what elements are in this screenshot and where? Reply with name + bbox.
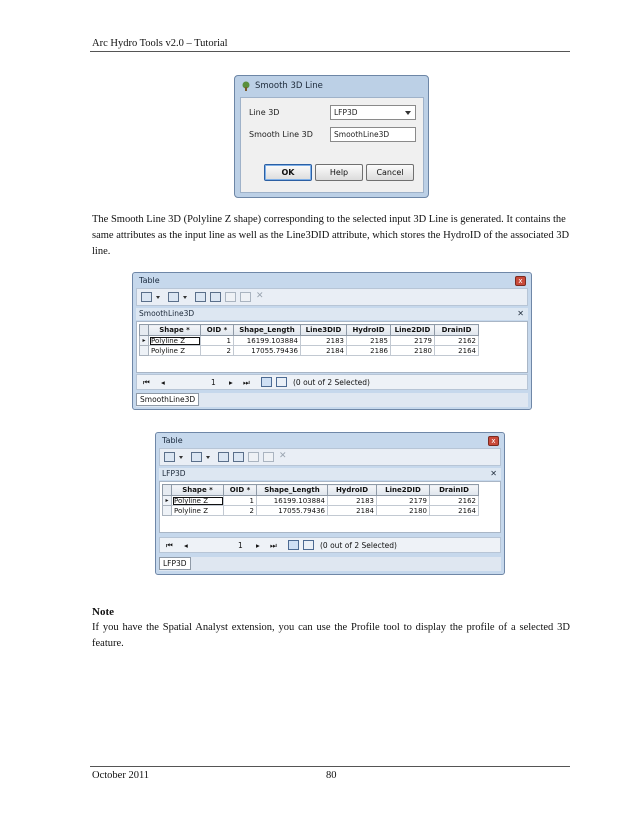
table-tab[interactable]: SmoothLine3D (136, 393, 199, 406)
next-record-icon[interactable]: ▸ (229, 378, 233, 387)
column-header[interactable]: Line3DID (301, 325, 347, 336)
chevron-down-icon[interactable] (183, 296, 187, 299)
related-tables-icon[interactable] (168, 292, 179, 302)
header-rule (90, 51, 570, 52)
page-header: Arc Hydro Tools v2.0 – Tutorial (92, 38, 228, 49)
line3d-label: Line 3D (249, 108, 280, 117)
row-selector[interactable] (140, 346, 149, 356)
body-paragraph: The Smooth Line 3D (Polyline Z shape) corresponding to the selected input 3D Line is generated. It contains the same attributes as the input line as well as the Line3DID attribute, which stores the HydroID of the associated 3D line. (92, 214, 570, 257)
table-row[interactable]: Polyline Z 2 17055.79436 2184 2186 2180 2164 (140, 346, 479, 356)
column-header[interactable]: Shape_Length (257, 485, 328, 496)
smooth-line3d-input[interactable]: SmoothLine3D (330, 127, 416, 142)
note-heading: Note (92, 606, 114, 618)
footer-rule (90, 766, 570, 767)
column-header[interactable]: OID * (201, 325, 234, 336)
table-window-lfp3d (155, 432, 505, 575)
show-selected-records-icon[interactable] (303, 540, 314, 550)
record-navigator (136, 374, 528, 390)
line3d-select[interactable] (330, 105, 416, 120)
column-header[interactable]: DrainID (430, 485, 479, 496)
column-header[interactable]: Shape * (149, 325, 201, 336)
column-header[interactable]: OID * (224, 485, 257, 496)
next-record-icon[interactable]: ▸ (256, 541, 260, 550)
select-by-attributes-icon[interactable] (195, 292, 206, 302)
table-header-row (163, 485, 479, 496)
related-tables-icon[interactable] (191, 452, 202, 462)
table-options-icon[interactable] (141, 292, 152, 302)
close-icon[interactable]: x (488, 436, 499, 446)
ok-button[interactable]: OK (264, 164, 312, 181)
table-row[interactable]: ▸ Polyline Z 1 16199.103884 2183 2185 2179 2162 (140, 336, 479, 346)
table-name-bar (136, 308, 528, 320)
dialog-body (240, 97, 424, 193)
first-record-icon[interactable]: ⏮ (143, 378, 150, 387)
table-toolbar (136, 288, 528, 306)
table-tab-bar (159, 557, 501, 571)
table-row[interactable]: Polyline Z 2 17055.79436 2184 2180 2164 (163, 506, 479, 516)
show-all-records-icon[interactable] (288, 540, 299, 550)
table-name: SmoothLine3D (139, 309, 195, 318)
tool-icon (241, 81, 251, 91)
chevron-down-icon (405, 111, 411, 115)
chevron-down-icon[interactable] (179, 456, 183, 459)
cancel-button[interactable]: Cancel (366, 164, 414, 181)
current-record-number[interactable]: 1 (238, 541, 243, 550)
table-options-icon[interactable] (164, 452, 175, 462)
clear-selection-icon[interactable] (225, 292, 236, 302)
switch-selection-icon[interactable] (210, 292, 221, 302)
column-header[interactable]: Line2DID (377, 485, 430, 496)
close-icon[interactable]: ✕ (490, 469, 497, 478)
show-selected-records-icon[interactable] (276, 377, 287, 387)
smooth-3d-line-dialog (234, 75, 429, 198)
zoom-to-selected-icon[interactable] (263, 452, 274, 462)
row-selector-arrow-icon[interactable]: ▸ (163, 496, 172, 506)
help-button[interactable]: Help (315, 164, 363, 181)
row-selector-arrow-icon[interactable]: ▸ (140, 336, 149, 346)
delete-selected-icon[interactable]: ✕ (279, 451, 287, 461)
column-header[interactable]: HydroID (347, 325, 391, 336)
note-paragraph: If you have the Spatial Analyst extension, you can use the Profile tool to display the profile of a selected 3D feature. (92, 622, 570, 649)
selection-status: (0 out of 2 Selected) (293, 378, 370, 387)
selection-status: (0 out of 2 Selected) (320, 541, 397, 550)
select-by-attributes-icon[interactable] (218, 452, 229, 462)
table-window-title: Table (162, 436, 183, 445)
previous-record-icon[interactable]: ◂ (184, 541, 188, 550)
close-icon[interactable]: ✕ (517, 309, 524, 318)
smooth-line3d-label: Smooth Line 3D (249, 130, 313, 139)
switch-selection-icon[interactable] (233, 452, 244, 462)
table-name: LFP3D (162, 469, 186, 478)
first-record-icon[interactable]: ⏮ (166, 541, 173, 550)
page-number: 80 (326, 770, 337, 781)
chevron-down-icon[interactable] (206, 456, 210, 459)
attribute-grid (136, 321, 528, 373)
previous-record-icon[interactable]: ◂ (161, 378, 165, 387)
last-record-icon[interactable]: ⏭ (270, 541, 277, 550)
clear-selection-icon[interactable] (248, 452, 259, 462)
column-header[interactable]: DrainID (435, 325, 479, 336)
attribute-grid (159, 481, 501, 533)
delete-selected-icon[interactable]: ✕ (256, 291, 264, 301)
dialog-title: Smooth 3D Line (255, 81, 323, 91)
table-row[interactable]: ▸ Polyline Z 1 16199.103884 2183 2179 2162 (163, 496, 479, 506)
column-header[interactable]: Line2DID (391, 325, 435, 336)
close-icon[interactable]: x (515, 276, 526, 286)
column-header[interactable]: Shape_Length (234, 325, 301, 336)
table-name-bar (159, 468, 501, 480)
current-record-number[interactable]: 1 (211, 378, 216, 387)
last-record-icon[interactable]: ⏭ (243, 378, 250, 387)
table-window-title: Table (139, 276, 160, 285)
zoom-to-selected-icon[interactable] (240, 292, 251, 302)
column-header[interactable]: Shape * (172, 485, 224, 496)
table-tab-bar (136, 393, 528, 407)
chevron-down-icon[interactable] (156, 296, 160, 299)
table-toolbar (159, 448, 501, 466)
row-selector[interactable] (163, 506, 172, 516)
table-header-row (140, 325, 479, 336)
table-tab[interactable]: LFP3D (159, 557, 191, 570)
footer-date: October 2011 (92, 770, 150, 781)
show-all-records-icon[interactable] (261, 377, 272, 387)
column-header[interactable]: HydroID (328, 485, 377, 496)
record-navigator (159, 537, 501, 553)
table-window-smoothline3d (132, 272, 532, 410)
line3d-value: LFP3D (334, 108, 358, 117)
